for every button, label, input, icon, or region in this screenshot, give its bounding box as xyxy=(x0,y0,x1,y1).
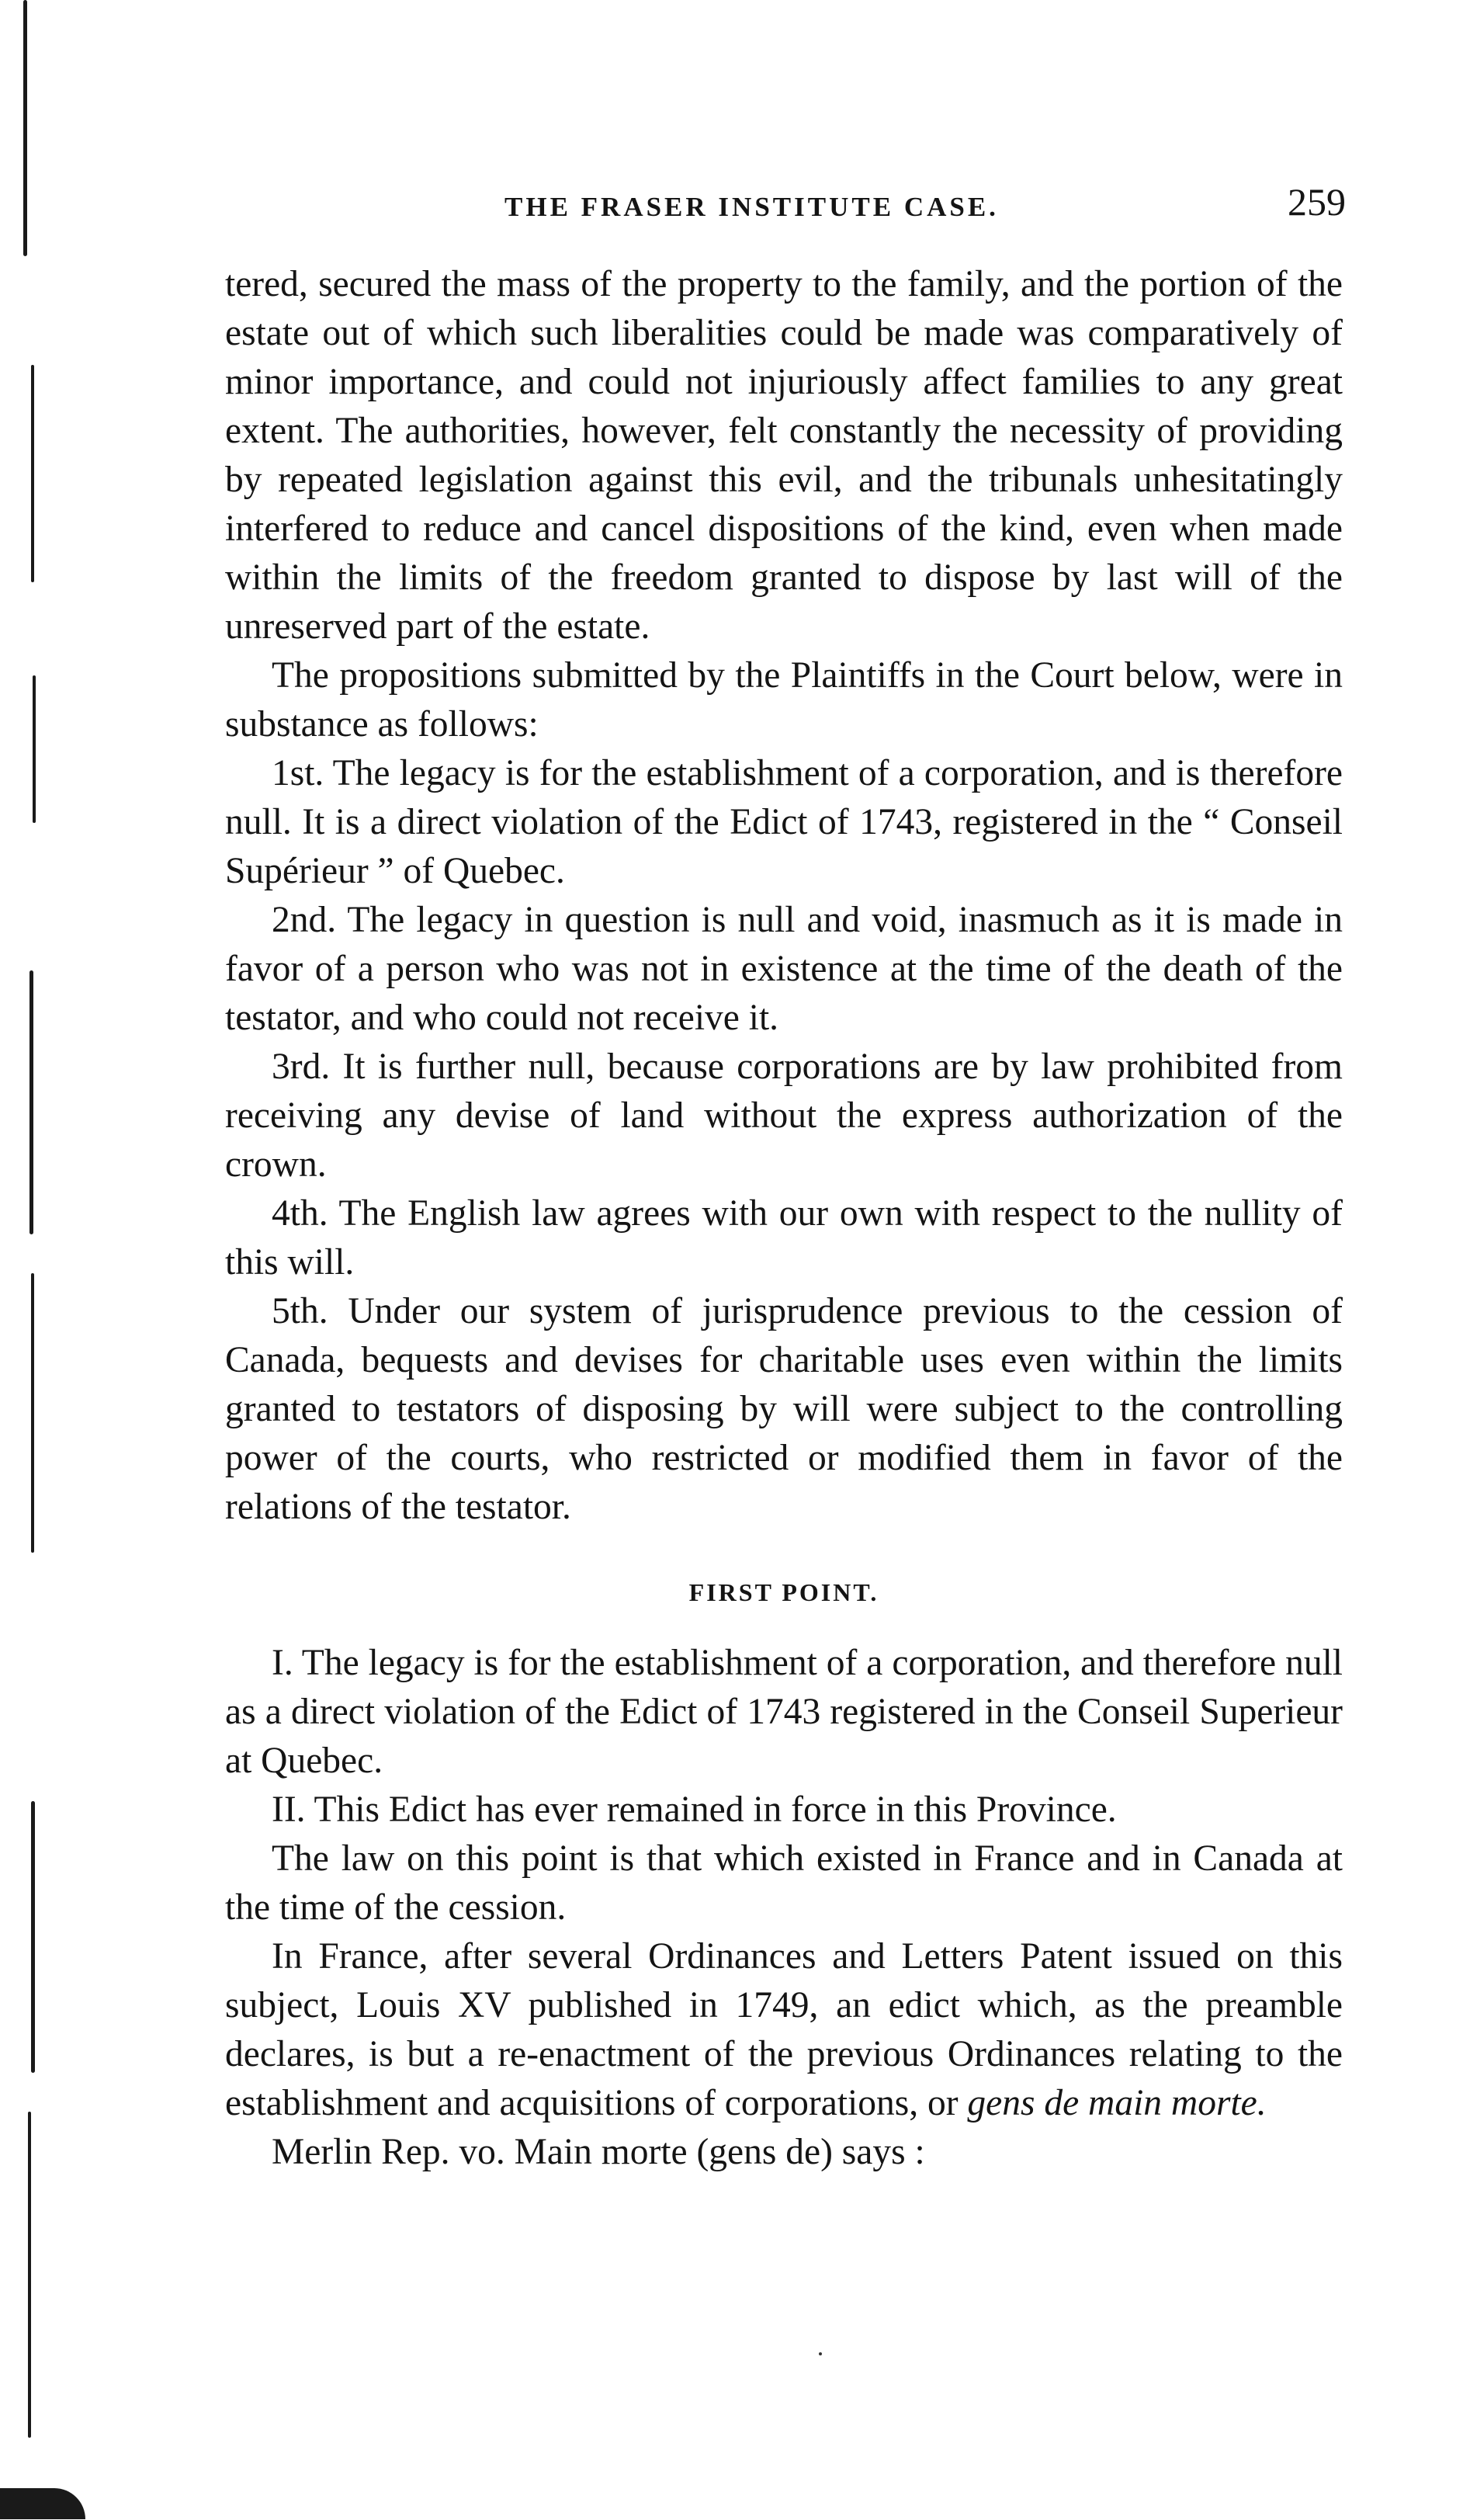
scan-edge-mark xyxy=(33,675,36,823)
paragraph: 4th. The English law agrees with our own with respect to the nullity of this will. xyxy=(225,1193,1343,1283)
section-heading: FIRST POINT. xyxy=(688,1578,879,1606)
paragraph: II. This Edict has ever remained in force in this Province. xyxy=(272,1789,1117,1830)
running-title: THE FRASER INSTITUTE CASE. xyxy=(504,192,999,222)
book-page xyxy=(225,175,1346,2177)
paragraph: Merlin Rep. vo. Main morte (gens de) says : xyxy=(272,2132,925,2172)
paragraph-text: In France, after several Ordinances and Letters Patent issued on this subject, Louis XV published in 1749, an edict which, as the preamble declares, is but a re-enactment of the previous Ordinances relating to the establishment and acquisitions of corporations, or xyxy=(225,1936,1343,2123)
page-number: 259 xyxy=(1288,180,1346,224)
paragraph: tered, secured the mass of the property to the family, and the portion of the estate out of which such liberalities could be made was comparatively of minor importance, and could not injuriously affect families to any great extent. The authorities, however, felt constantly the necessity of providing by repeated legislation against this evil, and the tribunals unhesitatingly interfered to reduce and cancel dispositions of the kind, even when made within the limits of the freedom granted to dispose by last will of the unreserved part of the estate. xyxy=(225,264,1343,647)
scan-edge-mark xyxy=(23,0,27,256)
scan-edge-mark xyxy=(31,1273,34,1553)
paragraph: 5th. Under our system of jurisprudence previous to the cession of Canada, bequests and devises for charitable uses even within the limits granted to testators of disposing by will were subject to the controlling power of the courts, who restricted or modified them in favor of the relations of the testator. xyxy=(225,1291,1343,1527)
scan-speck xyxy=(819,2352,822,2355)
paragraph: The law on this point is that which existed in France and in Canada at the time of the cession. xyxy=(225,1838,1343,1928)
scan-edge-mark xyxy=(0,2488,85,2519)
scan-edge-mark xyxy=(31,365,34,582)
scan-edge-mark xyxy=(29,970,33,1234)
body-text xyxy=(225,260,1343,2177)
paragraph: The propositions submitted by the Plaintiffs in the Court below, were in substance as follows: xyxy=(225,655,1343,745)
italic-phrase: gens de main morte. xyxy=(967,2083,1267,2123)
running-header xyxy=(225,175,1346,237)
paragraph: I. The legacy is for the establishment of a corporation, and therefore null as a direct violation of the Edict of 1743 registered in the Conseil Superieur at Quebec. xyxy=(225,1643,1343,1781)
paragraph: 1st. The legacy is for the establishment of a corporation, and is therefore null. It is a direct violation of the Edict of 1743, registered in the “ Conseil Supérieur ” of Quebec. xyxy=(225,753,1343,891)
paragraph: 3rd. It is further null, because corporations are by law prohibited from receiving any devise of land without the express authorization of the crown. xyxy=(225,1047,1343,1185)
paragraph xyxy=(225,1932,1343,2128)
scan-edge-mark xyxy=(31,1801,35,2073)
paragraph: 2nd. The legacy in question is null and void, inasmuch as it is made in favor of a person who was not in existence at the time of the death of the testator, and who could not receive it. xyxy=(225,900,1343,1038)
scan-edge-mark xyxy=(28,2112,31,2438)
